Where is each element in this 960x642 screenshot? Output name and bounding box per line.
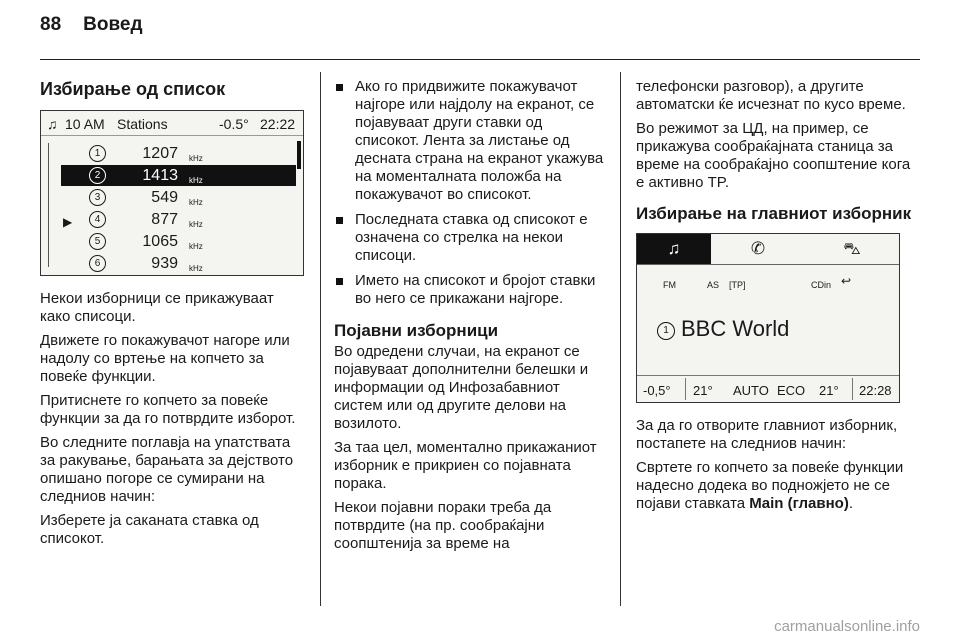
tab-vehicle[interactable] — [805, 234, 899, 264]
clock: 22:22 — [260, 116, 296, 132]
page-header — [40, 14, 143, 36]
bullet-item — [334, 78, 606, 204]
preset-number: 4 — [89, 211, 106, 228]
play-arrow-icon: ▶ — [63, 215, 73, 229]
menu-tabs — [637, 234, 899, 265]
paragraph: Во следните поглавја на упатствата за ракување, барањата за дејството опишано погоре се сумирани на следниов начин: — [40, 434, 294, 505]
paragraph: Некои појавни пораки треба да потврдите (на пр. сообраќајни соопштенија за време на — [334, 499, 552, 552]
bullet-item — [334, 272, 606, 308]
text: . — [848, 495, 853, 512]
frequency: 939 — [151, 255, 178, 272]
divider — [852, 378, 853, 400]
unit-label: kHz — [189, 154, 203, 163]
watermark: carmanualsonline.info — [774, 618, 920, 635]
column-1 — [40, 78, 305, 554]
preset-number: 5 — [89, 233, 106, 250]
climate-bar — [637, 375, 899, 402]
auto-label: AUTO — [733, 383, 769, 398]
preset-number: 3 — [89, 189, 106, 206]
preset-number: 1 — [657, 322, 675, 340]
clock: 22:28 — [859, 383, 892, 398]
frequency: 877 — [151, 211, 178, 228]
bullet-icon — [336, 84, 343, 91]
current-station — [657, 316, 790, 341]
unit-label: kHz — [189, 242, 203, 251]
tab-audio[interactable] — [637, 234, 711, 264]
bullet-icon — [336, 217, 343, 224]
status-bar — [41, 111, 303, 136]
bullet-icon — [336, 278, 343, 285]
music-note-icon: ♫ — [47, 116, 58, 132]
paragraph: Изберете ја саканата ставка од списокот. — [40, 512, 259, 547]
heading-main-menu: Избирање на главниот изборник — [636, 204, 912, 223]
column-2 — [334, 78, 606, 559]
paragraph — [636, 459, 920, 513]
station-list-screen — [40, 110, 304, 276]
left-temp: 21° — [693, 383, 713, 398]
bullet-text: Последната ставка од списокот е означена со стрелка на некои списоци. — [355, 211, 588, 264]
station-row[interactable] — [61, 253, 296, 274]
page-number: 88 — [40, 14, 62, 35]
return-arrow-icon[interactable]: ↩ — [841, 274, 852, 288]
station-row[interactable] — [61, 187, 296, 208]
car-icon: ⛍ — [843, 239, 861, 258]
bullet-text: Ако го придвижите покажувачот најгоре или најдолу на екранот, се појавуваат други ставки од списокот. Лента за листање од десната страна на екранот укажува на моменталната положба на покажувачот во списокот. — [355, 78, 604, 203]
preset-number: 6 — [89, 255, 106, 272]
unit-label: kHz — [189, 220, 203, 229]
eco-label: ECO — [777, 383, 806, 398]
cdin-label: CDin — [811, 280, 832, 290]
as-label: AS — [707, 280, 720, 290]
phone-icon: ✆ — [750, 239, 766, 258]
frequency: 1065 — [142, 233, 178, 250]
station-name: BBC World — [681, 316, 790, 341]
tp-label: [TP] — [729, 280, 746, 290]
paragraph: Притиснете го копчето за повеќе функции за да го потврдите изборот. — [40, 392, 296, 427]
music-note-icon: ♫ — [667, 239, 681, 258]
right-temp: 21° — [819, 383, 839, 398]
bold-term: Main (главно) — [749, 495, 849, 512]
unit-label: kHz — [189, 264, 203, 273]
scroll-track — [48, 143, 49, 267]
unit-label: kHz — [189, 176, 203, 185]
preset-number: 2 — [89, 167, 106, 184]
scrollbar-thumb[interactable] — [297, 141, 301, 169]
station-row[interactable] — [61, 209, 296, 230]
frequency: 1207 — [142, 145, 178, 162]
text: Свртете го копчето за повеќе функции надесно додека во подножјето не се појави ставката — [636, 459, 904, 512]
frequency: 1413 — [142, 167, 178, 184]
paragraph: За таа цел, моментално прикажаниот изборник е прикриен со појавната порака. — [334, 439, 597, 492]
screen-label: Stations — [117, 116, 168, 132]
paragraph: За да го отворите главниот изборник, постапете на следниов начин: — [636, 417, 898, 452]
section-title: Вовед — [83, 14, 143, 35]
main-menu-screen — [636, 233, 900, 403]
column-3 — [636, 78, 920, 519]
column-divider — [320, 72, 321, 606]
tab-phone[interactable] — [711, 234, 805, 264]
header-rule — [40, 59, 920, 60]
paragraph: телефонски разговор), а другите автоматски ќе исчезнат по кусо време. — [636, 78, 906, 113]
divider — [685, 378, 686, 400]
bullet-item — [334, 211, 606, 265]
outside-temp: -0,5° — [643, 383, 671, 398]
temperature: -0.5° — [219, 116, 249, 132]
column-divider — [620, 72, 621, 606]
bullet-text: Името на списокот и бројот ставки во него се прикажани најгоре. — [355, 272, 596, 307]
heading-popup-menus: Појавни изборници — [334, 321, 499, 340]
time-label: 10 AM — [65, 116, 105, 132]
paragraph: Во режимот за ЦД, на пример, се прикажува сообраќајната станица за време на сообраќајно соопштение кога е активно TP. — [636, 120, 911, 191]
station-row[interactable] — [61, 143, 296, 164]
unit-label: kHz — [189, 198, 203, 207]
band-label: FM — [663, 280, 676, 290]
heading-list-selection: Избирање од список — [40, 79, 226, 99]
preset-number: 1 — [89, 145, 106, 162]
station-row[interactable] — [61, 165, 296, 186]
frequency: 549 — [151, 189, 178, 206]
paragraph: Во одредени случаи, на екранот се појавуваат дополнителни белешки и информации од Инфозабавниот систем или од другите делови на возилото. — [334, 343, 589, 432]
paragraph: Движете го покажувачот нагоре или надолу со вртење на копчето за повеќе функции. — [40, 332, 290, 385]
station-row[interactable] — [61, 231, 296, 252]
paragraph: Некои изборници се прикажуваат како списоци. — [40, 290, 274, 325]
